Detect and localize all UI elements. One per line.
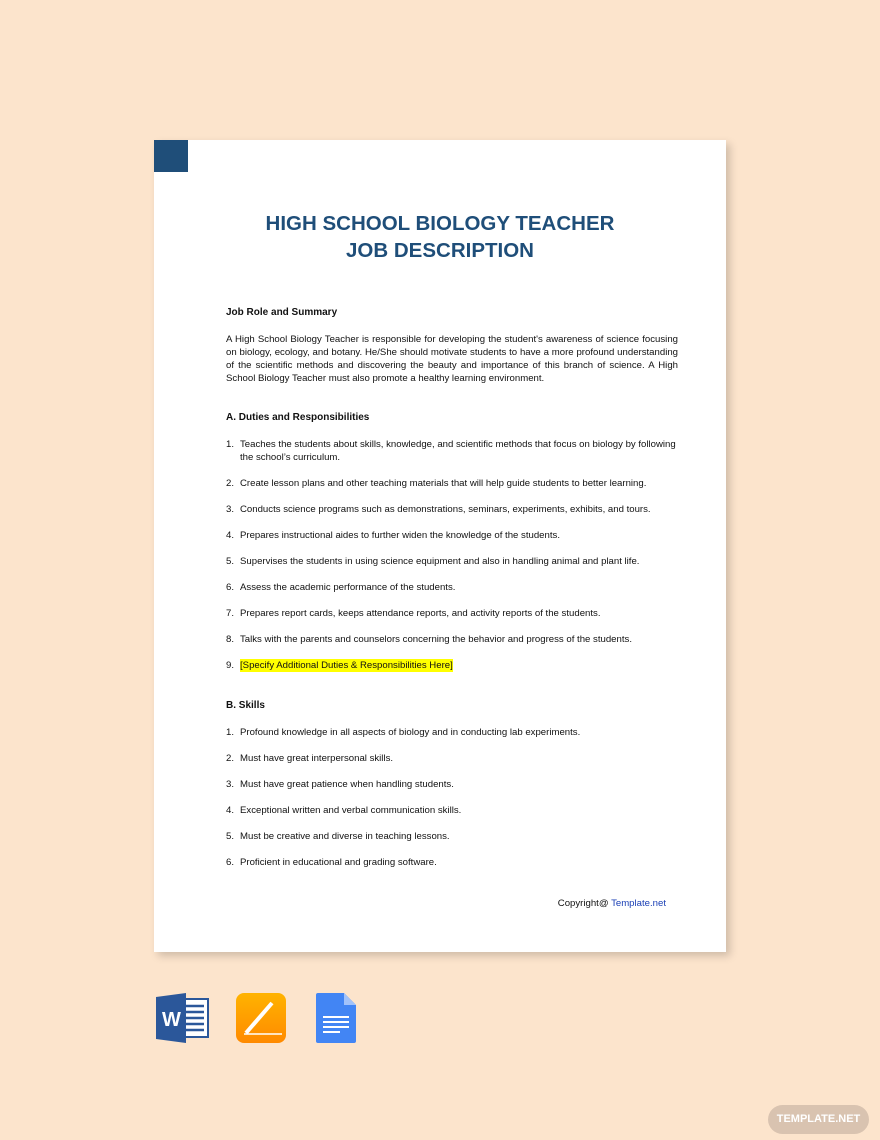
- list-item: [226, 438, 678, 464]
- list-item: [226, 529, 678, 542]
- item-text: [Specify Additional Duties & Responsibilities Here]: [240, 660, 453, 671]
- item-text: Prepares instructional aides to further widen the knowledge of the students.: [240, 530, 560, 541]
- item-number: 1.: [226, 439, 235, 450]
- item-number: 2.: [226, 478, 235, 489]
- item-text: Teaches the students about skills, knowledge, and scientific methods that focus on biology by following the school’s curriculum.: [240, 439, 676, 463]
- item-text: Create lesson plans and other teaching materials that will help guide students to better learning.: [240, 478, 647, 489]
- item-text: Supervises the students in using science equipment and also in handling animal and plant life.: [240, 556, 640, 567]
- page-title: [154, 210, 726, 264]
- list-item: [226, 778, 678, 791]
- summary-text: A High School Biology Teacher is responsible for developing the student's awareness of science focusing on biology, ecology, and botany. He/She should motivate students to have a more profound understanding of the scientific methods and discovering the beauty and importance of this branch of science. A High School Biology Teacher must also promote a healthy learning environment.: [226, 334, 678, 384]
- list-item: [226, 477, 678, 490]
- item-number: 4.: [226, 805, 235, 816]
- list-item: [226, 659, 678, 672]
- skills-heading: B. Skills: [226, 700, 265, 711]
- word-icon[interactable]: [156, 993, 208, 1043]
- title-line-2: JOB DESCRIPTION: [346, 239, 534, 262]
- watermark-badge: TEMPLATE.NET: [768, 1105, 869, 1134]
- svg-text:W: W: [162, 1009, 181, 1031]
- skills-list: [226, 726, 678, 869]
- summary-heading: Job Role and Summary: [226, 307, 338, 318]
- item-number: 6.: [226, 857, 235, 868]
- pages-icon[interactable]: [236, 993, 288, 1043]
- corner-accent: [154, 140, 188, 172]
- format-icons: [156, 993, 368, 1043]
- google-docs-icon[interactable]: [316, 993, 368, 1043]
- list-item: [226, 856, 678, 869]
- item-text: Must have great patience when handling students.: [240, 779, 454, 790]
- item-number: 3.: [226, 779, 235, 790]
- document-page: [154, 140, 726, 952]
- item-text: Assess the academic performance of the students.: [240, 582, 456, 593]
- list-item: [226, 555, 678, 568]
- item-text: Conducts science programs such as demonstrations, seminars, experiments, exhibits, and tours.: [240, 504, 651, 515]
- item-number: 9.: [226, 660, 235, 671]
- item-text: Exceptional written and verbal communication skills.: [240, 805, 462, 816]
- list-item: [226, 633, 678, 646]
- item-text: Must be creative and diverse in teaching lessons.: [240, 831, 450, 842]
- item-text: Prepares report cards, keeps attendance reports, and activity reports of the students.: [240, 608, 601, 619]
- list-item: [226, 607, 678, 620]
- list-item: [226, 752, 678, 765]
- item-number: 3.: [226, 504, 235, 515]
- item-text: Profound knowledge in all aspects of biology and in conducting lab experiments.: [240, 727, 581, 738]
- item-number: 1.: [226, 727, 235, 738]
- list-item: [226, 503, 678, 516]
- item-number: 5.: [226, 556, 235, 567]
- list-item: [226, 581, 678, 594]
- item-number: 4.: [226, 530, 235, 541]
- copyright: [558, 898, 666, 909]
- duties-list: [226, 438, 678, 672]
- item-number: 2.: [226, 753, 235, 764]
- item-number: 8.: [226, 634, 235, 645]
- document-content: [226, 306, 678, 896]
- duties-heading: A. Duties and Responsibilities: [226, 412, 370, 423]
- item-text: Talks with the parents and counselors concerning the behavior and progress of the students.: [240, 634, 632, 645]
- list-item: [226, 830, 678, 843]
- list-item: [226, 804, 678, 817]
- template-link[interactable]: Template.net: [611, 898, 666, 909]
- copyright-label: Copyright@: [557, 898, 612, 909]
- item-number: 7.: [226, 608, 235, 619]
- item-number: 5.: [226, 831, 235, 842]
- item-text: Must have great interpersonal skills.: [240, 753, 394, 764]
- list-item: [226, 726, 678, 739]
- title-line-1: HIGH SCHOOL BIOLOGY TEACHER: [265, 212, 615, 235]
- item-number: 6.: [226, 582, 235, 593]
- item-text: Proficient in educational and grading software.: [240, 857, 437, 868]
